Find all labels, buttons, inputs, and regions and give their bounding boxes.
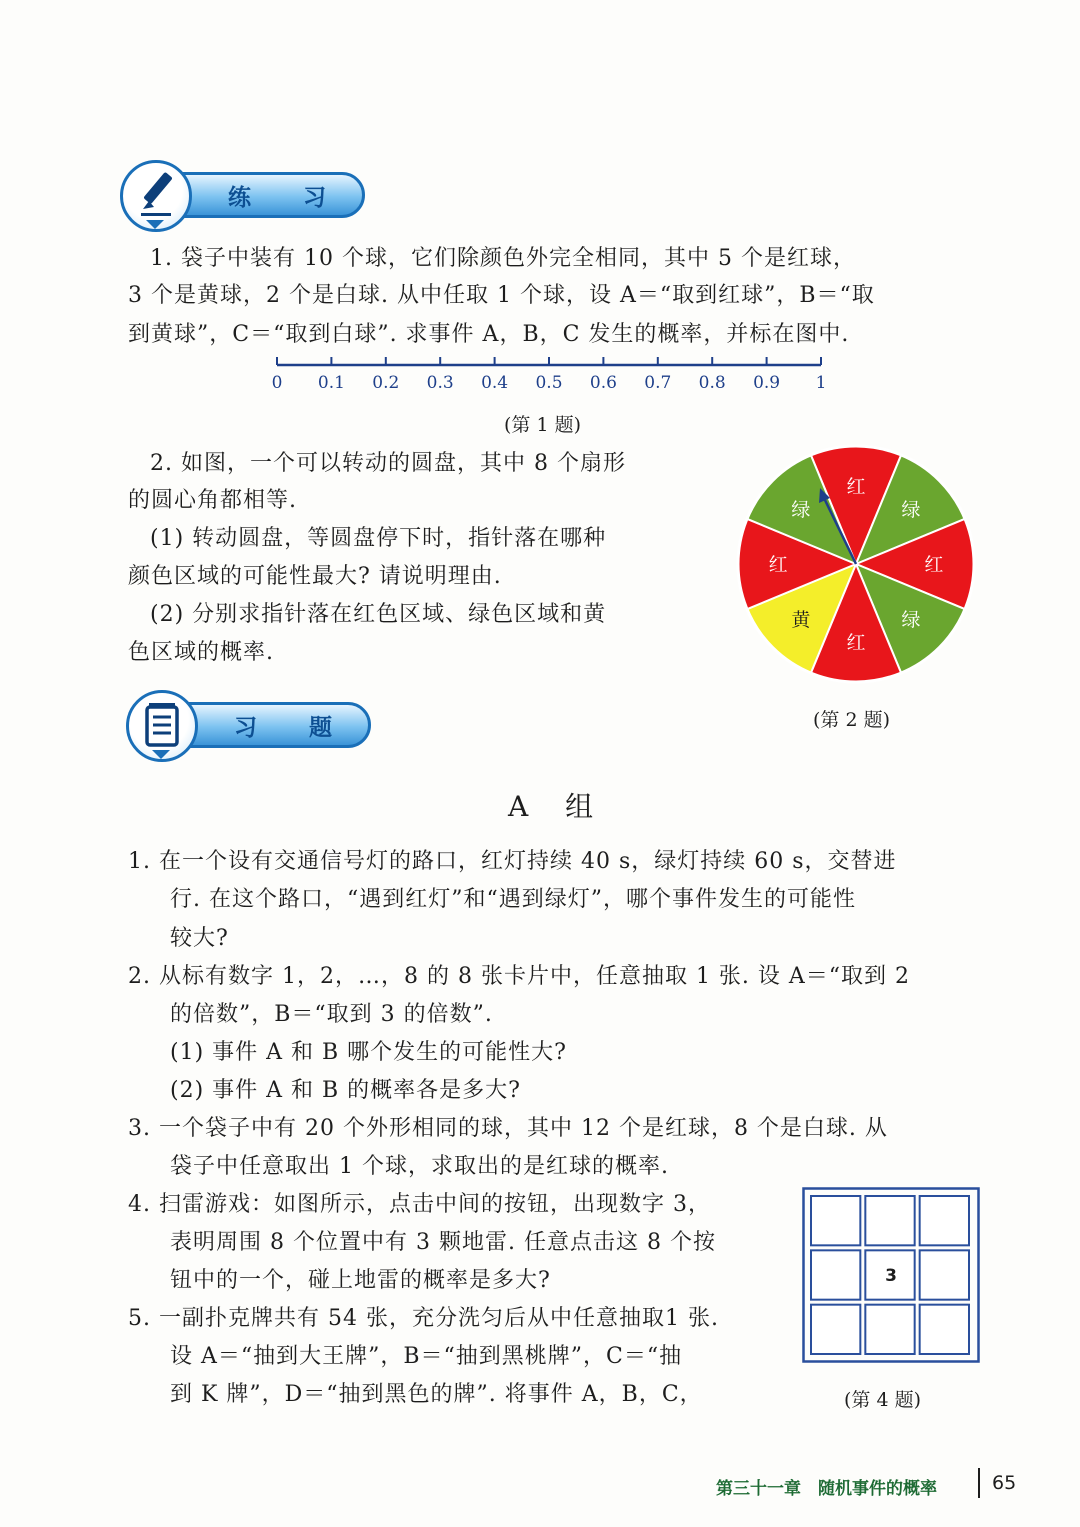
ex2-sub-2: (2) 事件 A 和 B 的概率各是多大? [170,1078,521,1103]
group-title: A 组 [508,790,608,823]
ex3-line-2: 袋子中任意取出 1 个球，求取出的是红球的概率. [170,1154,669,1179]
spinner-sector-label: 红 [846,476,866,499]
minesweeper-grid [802,1187,980,1363]
mine-cell [920,1305,969,1354]
q1-line-3: 到黄球”，C＝“取到白球”. 求事件 A，B，C 发生的概率，并标在图中. [128,322,850,347]
spinner-sector-label: 红 [924,554,944,576]
center-cell-number: 3 [885,1266,897,1286]
q2-caption: (第 2 题) [813,709,890,731]
ex4-line-1: 4. 扫雷游戏：如图所示，点击中间的按钮，出现数字 3， [128,1192,711,1217]
spinner-sector-label: 绿 [901,498,921,521]
q2-line-5: (2) 分别求指针落在红色区域、绿色区域和黄 [150,602,607,627]
ex5-line-2: 设 A＝“抽到大王牌”，B＝“抽到黑桃牌”，C＝“抽 [170,1344,683,1369]
q2-line-6: 色区域的概率. [128,640,274,665]
ex1-line-2: 行. 在这个路口，“遇到红灯”和“遇到绿灯”，哪个事件发生的可能性 [170,887,856,912]
q1-line-2: 3 个是黄球，2 个是白球. 从中任取 1 个球，设 A＝“取到红球”，B＝“取 [128,283,875,308]
q1-caption: (第 1 题) [504,414,581,436]
ex2-sub-1: (1) 事件 A 和 B 哪个发生的可能性大? [170,1040,567,1065]
ex1-line-3: 较大? [170,926,229,951]
number-line-tick-label: 0.8 [698,373,726,393]
mine-cell [865,1196,914,1245]
number-line-tick-label: 0.4 [481,373,509,393]
q2-line-2: 的圆心角都相等. [128,488,297,513]
spinner-sector-label: 绿 [791,498,811,521]
number-line-tick-label: 0.3 [426,373,454,393]
mine-caption: (第 4 题) [844,1389,921,1411]
number-line [255,350,845,400]
footer-divider [978,1468,980,1498]
spinner-sector-label: 绿 [901,609,921,632]
mine-cell [920,1250,969,1299]
q1-line-1: 1. 袋子中装有 10 个球，它们除颜色外完全相同，其中 5 个是红球， [150,246,856,271]
q2-line-4: 颜色区域的可能性最大? 请说明理由. [128,564,502,589]
number-line-tick-label: 0 [271,373,283,393]
practice-banner [120,160,365,230]
ex2-line-1: 2. 从标有数字 1，2，…，8 的 8 张卡片中，任意抽取 1 张. 设 A＝“取到 2 [128,964,911,989]
ex3-line-1: 3. 一个袋子中有 20 个外形相同的球，其中 12 个是红球，8 个是白球. 从 [128,1116,888,1141]
number-line-tick-label: 0.2 [372,373,400,393]
number-line-tick-label: 0.7 [644,373,672,393]
spinner-sector-label: 红 [768,554,788,576]
ex5-line-1: 5. 一副扑克牌共有 54 张，充分洗匀后从中任意抽取1 张. [128,1306,719,1331]
ex4-line-3: 钮中的一个，碰上地雷的概率是多大? [170,1268,551,1293]
spinner-sector-label: 红 [846,631,866,654]
q2-line-1: 2. 如图，一个可以转动的圆盘，其中 8 个扇形 [150,451,626,476]
ex4-line-2: 表明周围 8 个位置中有 3 颗地雷. 任意点击这 8 个按 [170,1230,716,1255]
number-line-tick-label: 0.5 [535,373,563,393]
ex1-line-1: 1. 在一个设有交通信号灯的路口，红灯持续 40 s，绿灯持续 60 s，交替进 [128,849,897,874]
mine-cell [811,1196,860,1245]
exercises-banner [126,690,371,760]
spinner-disc [730,440,980,690]
number-line-tick-label: 0.1 [317,373,345,393]
number-line-tick-label: 1 [815,373,827,393]
mine-cell [865,1305,914,1354]
practice-header: 练 习 [228,185,349,211]
number-line-tick-label: 0.9 [753,373,781,393]
exercises-header: 习 题 [234,715,355,741]
spinner-sector-label: 黄 [791,609,811,632]
q2-line-3: (1) 转动圆盘，等圆盘停下时，指针落在哪种 [150,526,607,551]
number-line-tick-label: 0.6 [589,373,617,393]
chapter-footer: 第三十一章 随机事件的概率 [716,1479,937,1499]
mine-cell [811,1305,860,1354]
ex5-line-3: 到 K 牌”，D＝“抽到黑色的牌”. 将事件 A，B，C， [170,1382,703,1407]
page-number: 65 [992,1472,1017,1494]
mine-cell [811,1250,860,1299]
mine-cell [920,1196,969,1245]
ex2-line-2: 的倍数”，B＝“取到 3 的倍数”. [170,1002,493,1027]
